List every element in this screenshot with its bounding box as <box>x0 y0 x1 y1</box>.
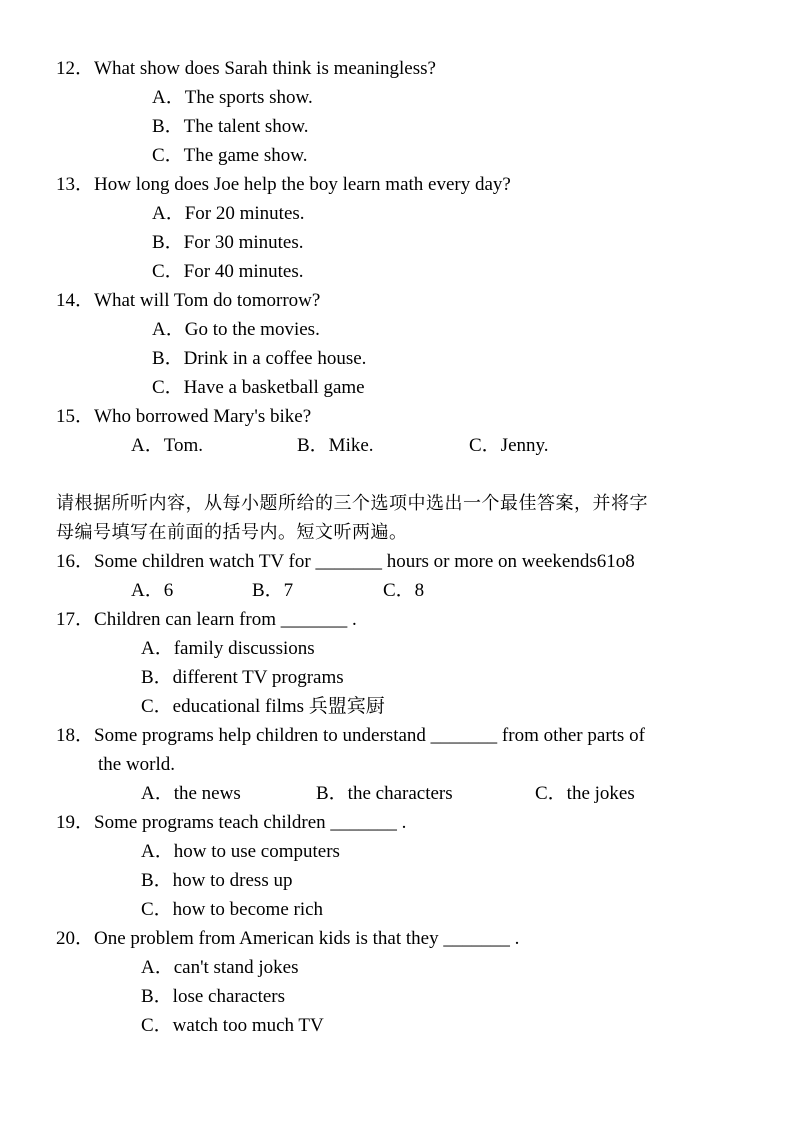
question-text: What will Tom do tomorrow? <box>94 290 321 311</box>
option-b: B．how to dress up <box>141 870 293 891</box>
options-row <box>0 782 794 806</box>
option-a: A．the news <box>141 783 241 804</box>
question-16 <box>56 550 635 574</box>
question-number: 12． <box>56 58 95 79</box>
option-b: B．the characters <box>316 783 453 804</box>
option-b: B．Drink in a coffee house. <box>152 348 367 369</box>
question-text: One problem from American kids is that they _______ . <box>94 928 520 949</box>
question-18 <box>56 724 645 748</box>
question-text: Children can learn from _______ . <box>94 609 357 630</box>
option-a: A．The sports show. <box>152 87 313 108</box>
question-number: 18． <box>56 725 95 746</box>
option-a: A．family discussions <box>141 638 315 659</box>
option-a: A．Go to the movies. <box>152 319 320 340</box>
option-a: A．6 <box>131 580 174 601</box>
option-c: C．The game show. <box>152 145 308 166</box>
question-number: 16． <box>56 551 95 572</box>
question-number: 14． <box>56 290 95 311</box>
option-c: C．educational films 兵盟宾厨 <box>141 696 385 717</box>
question-text: Some programs help children to understand _______ from other parts of <box>94 725 645 746</box>
question-number: 15． <box>56 406 95 427</box>
question-number: 17． <box>56 609 95 630</box>
question-14 <box>56 289 320 313</box>
question-20 <box>56 927 519 951</box>
question-12 <box>56 57 436 81</box>
option-b: B．lose characters <box>141 986 286 1007</box>
instructions-line-2: 母编号填写在前面的括号内。短文听两遍。 <box>56 522 408 543</box>
question-number: 19． <box>56 812 95 833</box>
option-c: C．how to become rich <box>141 899 324 920</box>
question-number: 13． <box>56 174 95 195</box>
question-text: Who borrowed Mary's bike? <box>94 406 312 427</box>
option-a: A．Tom. <box>131 435 204 456</box>
question-text: Some children watch TV for _______ hours or more on weekends61o8 <box>94 551 635 572</box>
question-text: What show does Sarah think is meaningless? <box>94 58 436 79</box>
instructions-line-1: 请根据所听内容，从每小题所给的三个选项中选出一个最佳答案，并将字 <box>56 493 648 514</box>
option-c: C．watch too much TV <box>141 1015 324 1036</box>
question-19 <box>56 811 406 835</box>
question-17 <box>56 608 357 632</box>
question-number: 20． <box>56 928 95 949</box>
option-b: B．different TV programs <box>141 667 344 688</box>
option-c: C．Jenny. <box>469 435 549 456</box>
option-c: C．For 40 minutes. <box>152 261 304 282</box>
option-b: B．The talent show. <box>152 116 309 137</box>
option-b: B．Mike. <box>297 435 374 456</box>
option-a: A．can't stand jokes <box>141 957 299 978</box>
option-b: B．For 30 minutes. <box>152 232 304 253</box>
option-c: C．the jokes <box>535 783 635 804</box>
question-13 <box>56 173 511 197</box>
option-a: A．For 20 minutes. <box>152 203 305 224</box>
options-row <box>0 579 794 603</box>
question-text-continued: the world. <box>98 754 176 775</box>
question-text: How long does Joe help the boy learn math every day? <box>94 174 511 195</box>
option-b: B．7 <box>252 580 294 601</box>
option-c: C．8 <box>383 580 425 601</box>
question-15 <box>56 405 311 429</box>
option-c: C．Have a basketball game <box>152 377 365 398</box>
question-text: Some programs teach children _______ . <box>94 812 407 833</box>
option-a: A．how to use computers <box>141 841 340 862</box>
options-row <box>0 434 794 458</box>
